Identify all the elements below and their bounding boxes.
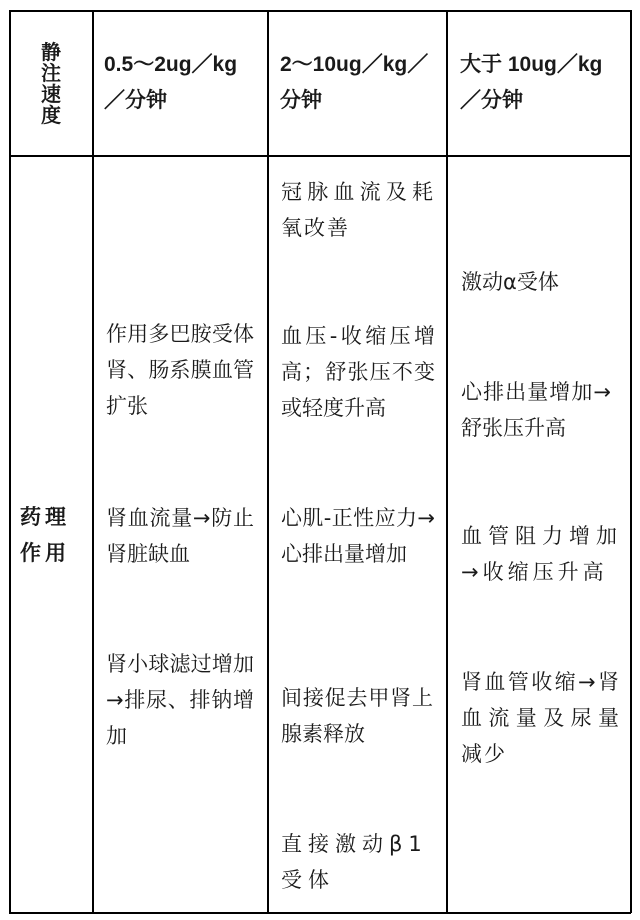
col3-item-3: 血管阻力增加→收缩压升高 bbox=[461, 524, 621, 584]
header-divider bbox=[9, 155, 631, 157]
col2-item-2: 血压-收缩压增高；舒张压不变或轻度升高 bbox=[281, 324, 435, 420]
header-dose-low: 0.5～2ug／kg／分钟 bbox=[104, 53, 238, 112]
column-divider-1 bbox=[92, 10, 94, 913]
table-border-left bbox=[9, 10, 11, 913]
header-dose-high: 大于 10ug／kg／分钟 bbox=[460, 53, 603, 112]
col3-item-4: 肾血管收缩→肾血流量及尿量减少 bbox=[461, 670, 621, 766]
col2-item-5: 直接激动β1受体 bbox=[281, 832, 428, 892]
col3-item-2: 心排出量增加→舒张压升高 bbox=[461, 380, 611, 440]
header-dose-mid: 2～10ug／kg／分钟 bbox=[280, 53, 429, 112]
table-border-bottom bbox=[9, 912, 631, 914]
table-border-top bbox=[9, 10, 631, 12]
col2-item-3: 心肌-正性应力→心排出量增加 bbox=[281, 506, 435, 566]
row-label-pharmacology: 药理作用 bbox=[20, 506, 70, 565]
col3-item-1: 激动α受体 bbox=[461, 270, 559, 294]
column-divider-3 bbox=[446, 10, 448, 913]
col1-item-3: 肾小球滤过增加→排尿、排钠增加 bbox=[106, 652, 254, 748]
header-speed-label: 静注速度 bbox=[41, 40, 61, 127]
col2-item-4: 间接促去甲肾上腺素释放 bbox=[281, 686, 433, 746]
table-border-right bbox=[630, 10, 632, 913]
col1-item-2: 肾血流量→防止肾脏缺血 bbox=[106, 506, 254, 566]
column-divider-2 bbox=[267, 10, 269, 913]
col1-item-1: 作用多巴胺受体肾、肠系膜血管扩张 bbox=[106, 322, 254, 418]
col2-item-1: 冠脉血流及耗氧改善 bbox=[281, 180, 435, 240]
